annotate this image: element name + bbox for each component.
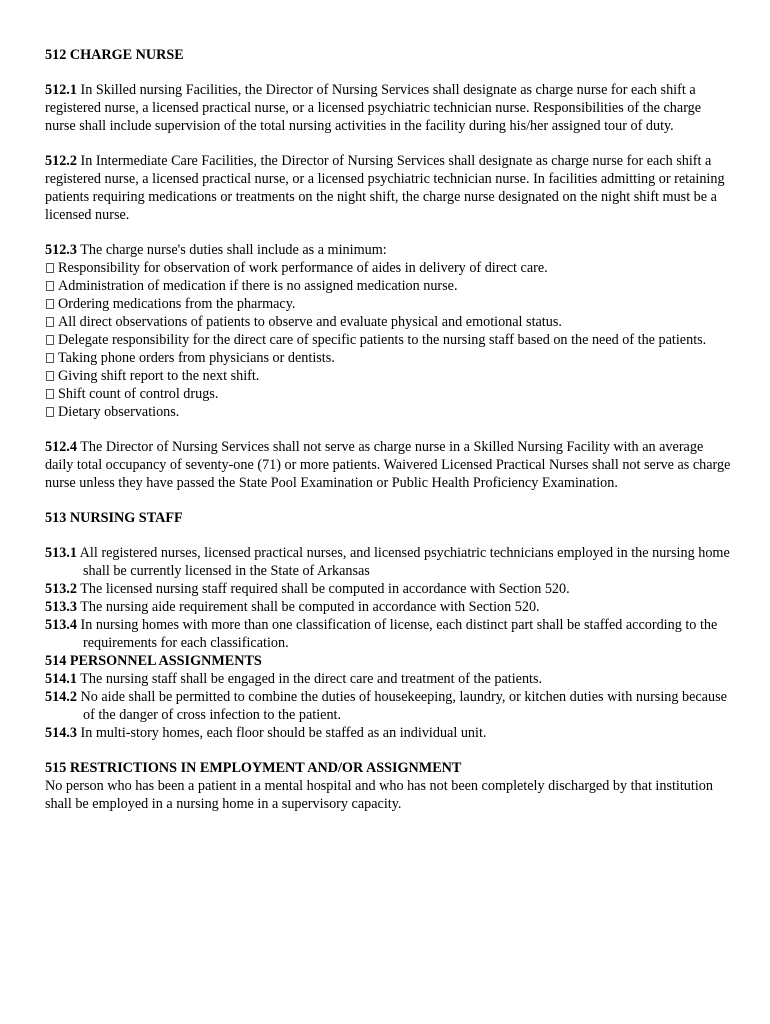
paragraph-text: In Intermediate Care Facilities, the Director of Nursing Services shall designate as charge nurse for each shift a registered nurse, a licensed practical nurse, or a licensed psychiatric technician nurse. In facilities admitting or retaining patients requiring medications or treatments on the night shift, the charge nurse designated on the night shift must be a licensed nurse. — [45, 153, 725, 223]
paragraph-515: No person who has been a patient in a mental hospital and who has not been completely discharged by that institution shall be employed in a nursing home in a supervisory capacity. — [45, 778, 713, 812]
item-513-4: 513.4 In nursing homes with more than one classification of license, each distinct part shall be staffed according to the requirements for each classification. — [45, 617, 718, 651]
list-item: Delegate responsibility for the direct care of specific patients to the nursing staff based on the need of the patients. — [45, 331, 735, 349]
paragraph-text: The Director of Nursing Services shall not serve as charge nurse in a Skilled Nursing Facility with an average daily total occupancy of seventy-one (71) or more patients. Waivered Licensed Practical Nurses shall not serve as charge nurse unless they have passed the State Pool Examination or Public Health Proficiency Examination. — [45, 439, 731, 491]
item-513-1: 513.1 All registered nurses, licensed practical nurses, and licensed psychiatric technicians employed in the nursing home shall be currently licensed in the State of Arkansas — [45, 545, 730, 579]
paragraph-512-4 — [45, 438, 735, 492]
bullet-box-icon — [46, 299, 54, 309]
section-number: 514.3 — [45, 725, 77, 741]
section-515-heading: 515 RESTRICTIONS IN EMPLOYMENT AND/OR ASSIGNMENT — [45, 760, 462, 776]
item-513-3: 513.3 The nursing aide requirement shall be computed in accordance with Section 520. — [45, 599, 540, 615]
section-number: 514.2 — [45, 689, 77, 705]
section-number: 513.3 — [45, 599, 77, 615]
paragraph-512-2 — [45, 152, 735, 224]
paragraph-512-1 — [45, 81, 735, 135]
item-514-3: 514.3 In multi-story homes, each floor should be staffed as an individual unit. — [45, 725, 487, 741]
section-513-heading: 513 NURSING STAFF — [45, 510, 183, 526]
section-number: 513.1 — [45, 545, 77, 561]
section-number: 512.2 — [45, 153, 77, 169]
document-page — [45, 46, 735, 813]
list-item: Administration of medication if there is no assigned medication nurse. — [45, 277, 735, 295]
list-item: Ordering medications from the pharmacy. — [45, 295, 735, 313]
section-number: 514.1 — [45, 671, 77, 687]
bullet-box-icon — [46, 371, 54, 381]
list-item: Responsibility for observation of work performance of aides in delivery of direct care. — [45, 259, 735, 277]
list-item: All direct observations of patients to observe and evaluate physical and emotional status. — [45, 313, 735, 331]
item-514-2: 514.2 No aide shall be permitted to combine the duties of housekeeping, laundry, or kitchen duties with nursing because of the danger of cross infection to the patient. — [45, 689, 727, 723]
section-number: 512.3 — [45, 242, 77, 258]
section-number: 512.1 — [45, 82, 77, 98]
section-number: 513.4 — [45, 617, 77, 633]
list-item: Shift count of control drugs. — [45, 385, 735, 403]
paragraph-text: In Skilled nursing Facilities, the Director of Nursing Services shall designate as charge nurse for each shift a registered nurse, a licensed practical nurse, or a licensed psychiatric technician nurse. Responsibilities of the charge nurse shall include supervision of the total nursing activities in the facility during his/her assigned tour of duty. — [45, 82, 702, 134]
paragraph-512-3 — [45, 241, 735, 259]
bullet-box-icon — [46, 281, 54, 291]
bullet-box-icon — [46, 407, 54, 417]
bullet-box-icon — [46, 263, 54, 273]
bullet-box-icon — [46, 353, 54, 363]
duties-list — [45, 259, 735, 421]
section-514-heading: 514 PERSONNEL ASSIGNMENTS — [45, 653, 262, 669]
list-item: Giving shift report to the next shift. — [45, 367, 735, 385]
section-number: 513.2 — [45, 581, 77, 597]
paragraph-text: The charge nurse's duties shall include as a minimum: — [76, 242, 387, 258]
section-number: 512.4 — [45, 439, 77, 455]
item-514-1: 514.1 The nursing staff shall be engaged in the direct care and treatment of the patients. — [45, 671, 543, 687]
item-513-2: 513.2 The licensed nursing staff required shall be computed in accordance with Section 520. — [45, 581, 570, 597]
section-512-heading: 512 CHARGE NURSE — [45, 47, 184, 63]
bullet-box-icon — [46, 335, 54, 345]
list-item: Taking phone orders from physicians or dentists. — [45, 349, 735, 367]
bullet-box-icon — [46, 317, 54, 327]
bullet-box-icon — [46, 389, 54, 399]
list-item: Dietary observations. — [45, 403, 735, 421]
